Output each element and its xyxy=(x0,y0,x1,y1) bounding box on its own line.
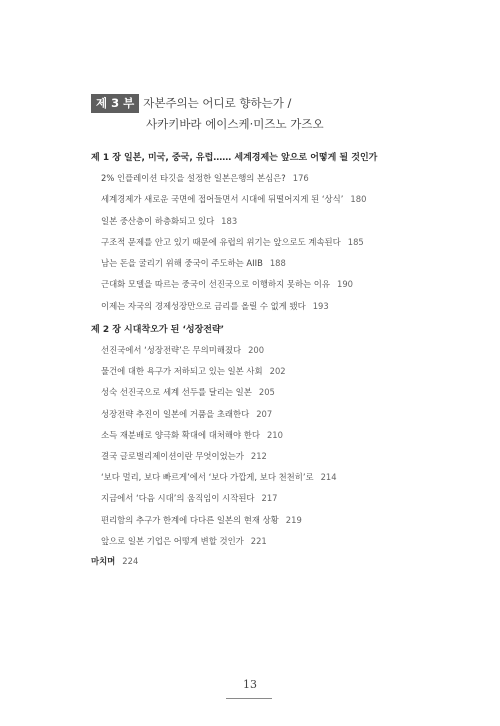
toc-entry-text: 성숙 선진국으로 세계 선두를 달리는 일본 xyxy=(101,387,252,398)
part-title-row xyxy=(91,93,451,113)
part-header xyxy=(91,93,451,132)
closing-entry[interactable] xyxy=(91,555,138,567)
part-title: 자본주의는 어디로 향하는가 / xyxy=(143,96,292,110)
toc-entry-text: 남는 돈을 굴리기 위해 중국이 주도하는 AIIB xyxy=(101,258,263,269)
toc-entry-page: 176 xyxy=(292,173,309,183)
toc-entry-page: 205 xyxy=(258,387,275,398)
toc-entry[interactable] xyxy=(101,257,431,269)
toc-entry-page: 190 xyxy=(336,279,353,290)
page-number: 13 xyxy=(243,678,257,691)
toc-entry-text: 편리함의 추구가 한계에 다다른 일본의 현재 상황 xyxy=(101,514,279,525)
toc-entry-page: 210 xyxy=(266,429,283,440)
toc-entry-text: 세계경제가 새로운 국면에 접어들면서 시대에 뒤떨어지게 된 ‘상식’ xyxy=(101,194,344,205)
toc-entry[interactable] xyxy=(101,344,431,356)
toc-entry-text: 물건에 대한 욕구가 저하되고 있는 일본 사회 xyxy=(101,366,263,377)
toc-entry-text: 앞으로 일본 기업은 어떻게 변할 것인가 xyxy=(101,535,244,546)
toc-entry-page: 202 xyxy=(269,366,286,377)
toc-entry-page: 207 xyxy=(256,408,273,419)
toc-entry[interactable] xyxy=(101,408,431,420)
closing-page: 224 xyxy=(122,556,139,566)
toc-entry-text: 선진국에서 ‘성장전략’은 무의미해졌다 xyxy=(101,345,242,355)
toc-entry[interactable] xyxy=(101,514,431,526)
toc-entry[interactable] xyxy=(101,215,431,227)
toc-entry[interactable] xyxy=(101,471,431,483)
toc-entry-page: 219 xyxy=(285,514,302,525)
toc-entry-page: 200 xyxy=(248,345,265,355)
toc-entry-text: 결국 글로벌리제이션이란 무엇이었는가 xyxy=(101,450,244,461)
toc-entry[interactable] xyxy=(101,172,431,184)
toc-entry-page: 214 xyxy=(320,472,337,483)
chapter-entries xyxy=(91,172,431,312)
part-authors: 사카키바라 에이스케·미즈노 가즈오 xyxy=(146,117,324,131)
part-badge: 제 3 부 xyxy=(91,94,139,113)
chapter-title: 제 2 장 시대착오가 된 ‘성장전략’ xyxy=(91,325,225,335)
toc-entry-page: 221 xyxy=(250,535,267,546)
toc-entry-text: 성장전략 추진이 일본에 거품을 초래한다 xyxy=(101,408,250,419)
toc-entry[interactable] xyxy=(101,300,431,312)
toc-entry-page: 193 xyxy=(312,300,329,311)
toc-entry[interactable] xyxy=(101,492,431,504)
toc-entry[interactable] xyxy=(101,535,431,547)
toc-entry-page: 212 xyxy=(250,450,267,461)
toc-entry-text: 일본 중산층이 하층화되고 있다 xyxy=(101,215,215,226)
page-number-rule xyxy=(226,698,272,699)
toc-entry[interactable] xyxy=(101,193,431,205)
toc-entry-page: 188 xyxy=(269,258,286,269)
chapter-1 xyxy=(91,152,431,321)
toc-entry-page: 217 xyxy=(261,493,278,504)
toc-entry-text: 2% 인플레이션 타깃을 설정한 일본은행의 본심은? xyxy=(101,173,286,183)
toc-entry-text: 근대화 모델을 따르는 중국이 선진국으로 이행하지 못하는 이유 xyxy=(101,279,330,290)
toc-entry[interactable] xyxy=(101,236,431,248)
toc-entry-page: 183 xyxy=(221,215,238,226)
closing-label: 마치며 xyxy=(91,556,116,566)
toc-entry-text: 지금에서 ‘다음 시대’의 움직임이 시작된다 xyxy=(101,493,255,504)
toc-entry[interactable] xyxy=(101,450,431,462)
chapter-title: 제 1 장 일본, 미국, 중국, 유럽…… 세계경제는 앞으로 어떻게 될 것인가 xyxy=(91,153,378,163)
toc-entry-page: 180 xyxy=(350,194,367,205)
toc-entry-text: ‘보다 멀리, 보다 빠르게’에서 ‘보다 가깝게, 보다 천천히’로 xyxy=(101,472,314,483)
toc-entry[interactable] xyxy=(101,278,431,290)
toc-entry[interactable] xyxy=(101,365,431,377)
toc-entry-text: 이제는 자국의 경제성장만으로 금리를 올릴 수 없게 됐다 xyxy=(101,300,306,311)
toc-entry[interactable] xyxy=(101,386,431,398)
toc-entry-text: 소득 재분배로 양극화 확대에 대처해야 한다 xyxy=(101,429,260,440)
toc-entry[interactable] xyxy=(101,429,431,441)
toc-entry-text: 구조적 문제를 안고 있기 때문에 유럽의 위기는 앞으로도 계속된다 xyxy=(101,236,341,247)
chapter-2 xyxy=(91,324,431,556)
toc-entry-page: 185 xyxy=(347,236,364,247)
chapter-entries xyxy=(91,344,431,547)
